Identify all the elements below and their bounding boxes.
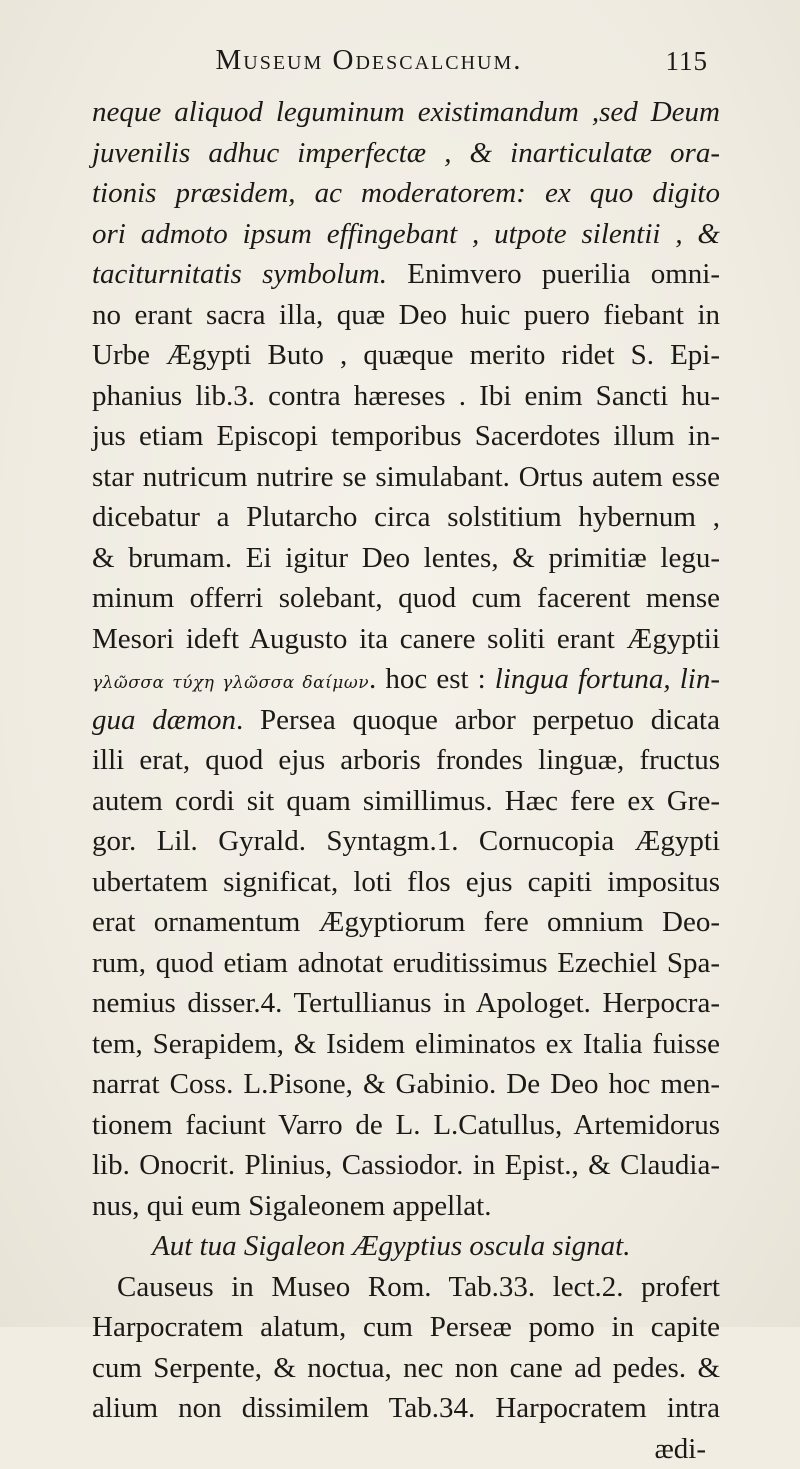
text-line — [92, 254, 720, 295]
roman-phrase: . Persea quoque arbor perpetuo dicata — [236, 704, 720, 736]
text-line: tionem faciunt Varro de L. L.Catullus, Artemidorus — [92, 1105, 720, 1146]
verse-quotation: Aut tua Sigaleon Ægyptius oscula signat. — [92, 1226, 720, 1267]
text-line: & brumam. Ei igitur Deo lentes, & primitiæ legu- — [92, 538, 720, 579]
text-line: neque aliquod leguminum existimandum ,sed Deum — [92, 92, 720, 133]
text-line: lib. Onocrit. Plinius, Cassiodor. in Epist., & Claudia- — [92, 1145, 720, 1186]
text-line: no erant sacra illa, quæ Deo huic puero fiebant in — [92, 295, 720, 336]
roman-phrase: Enimvero puerilia omni- — [387, 258, 720, 290]
text-line: Causeus in Museo Rom. Tab.33. lect.2. profert — [92, 1267, 720, 1308]
text-line: minum offerri solebant, quod cum facerent mense — [92, 578, 720, 619]
text-line: autem cordi sit quam simillimus. Hæc fere ex Gre- — [92, 781, 720, 822]
italic-phrase: lingua fortuna, lin- — [486, 663, 720, 695]
text-line: phanius lib.3. contra hæreses . Ibi enim Sancti hu- — [92, 376, 720, 417]
text-line: nus, qui eum Sigaleonem appellat. — [92, 1186, 720, 1227]
text-line: Mesori ideft Augusto ita canere soliti erant Ægyptii — [92, 619, 720, 660]
text-line: tem, Serapidem, & Isidem eliminatos ex Italia fuisse — [92, 1024, 720, 1065]
text-line — [92, 700, 720, 741]
text-line: narrat Coss. L.Pisone, & Gabinio. De Deo hoc men- — [92, 1064, 720, 1105]
text-line: Urbe Ægypti Buto , quæque merito ridet S. Epi- — [92, 335, 720, 376]
text-line: alium non dissimilem Tab.34. Harpocratem intra — [92, 1388, 720, 1429]
text-line: rum, quod etiam adnotat eruditissimus Ezechiel Spa- — [92, 943, 720, 984]
text-line: nemius disser.4. Tertullianus in Apologet. Herpocra- — [92, 983, 720, 1024]
text-line — [92, 659, 720, 700]
text-line: dicebatur a Plutarcho circa solstitium hybernum , — [92, 497, 720, 538]
italic-phrase: gua dæmon — [92, 704, 236, 736]
text-line: star nutricum nutrire se simulabant. Ortus autem esse — [92, 457, 720, 498]
italic-phrase: taciturnitatis symbolum. — [92, 258, 387, 290]
text-line: cum Serpente, & noctua, nec non cane ad pedes. & — [92, 1348, 720, 1389]
text-line: gor. Lil. Gyrald. Syntagm.1. Cornucopia Ægypti — [92, 821, 720, 862]
text-line: jus etiam Episcopi temporibus Sacerdotes illum in- — [92, 416, 720, 457]
text-line: illi erat, quod ejus arboris frondes linguæ, fructus — [92, 740, 720, 781]
catchword: ædi- — [92, 1429, 720, 1469]
body-text — [92, 92, 720, 1469]
page-number: 115 — [666, 46, 709, 77]
text-line: ubertatem significat, loti flos ejus capiti impositus — [92, 862, 720, 903]
greek-phrase: γλῶσσα τύχη γλῶσσα δαίμων — [92, 673, 369, 693]
page-header — [90, 44, 708, 84]
roman-phrase: . hoc est : — [369, 663, 486, 695]
text-line: Harpocratem alatum, cum Perseæ pomo in capite — [92, 1307, 720, 1348]
running-title: Museum Odescalchum. — [90, 44, 648, 77]
text-line: tionis præsidem, ac moderatorem: ex quo digito — [92, 173, 720, 214]
text-line: juvenilis adhuc imperfectæ , & inarticulatæ ora- — [92, 133, 720, 174]
text-line: ori admoto ipsum effingebant , utpote silentii , & — [92, 214, 720, 255]
text-line: erat ornamentum Ægyptiorum fere omnium Deo- — [92, 902, 720, 943]
